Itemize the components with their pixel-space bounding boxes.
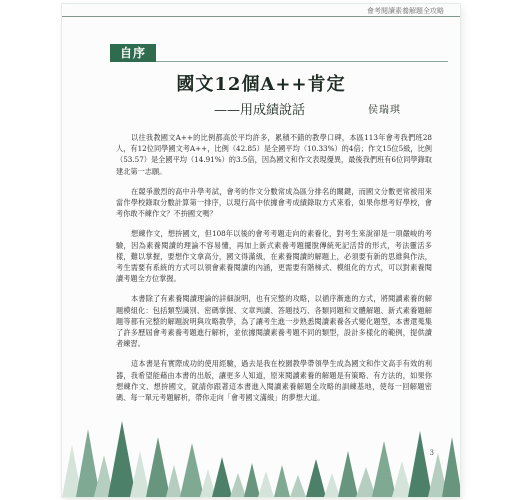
- section-tab-preface: 自序: [110, 44, 156, 62]
- book-page: [62, 4, 460, 497]
- paragraph: 想練作文，想拚國文，但108年以後的會考考題走向的素養化，對考生來說卻是一項嚴峻的考驗，因為素養閱讀的理論不容易懂，再加上新式素養考題擺脫傳統死記活背的形式，考法靈活多樣，難以掌握，要想作文拿高分，國文得滿級，在素養閱讀的解題上，必須要有新的思維與作法，考生需要有系統的方式可以領會素養閱讀的內涵，更需要有階梯式、模組化的方式，可以對素養閱讀考題全方位掌握。: [116, 229, 432, 284]
- paragraph: 這本書是有實際成功的使用經驗，過去是我在校園教學帶領學生成為國文和作文高手有效的利器，我希望能藉由本書的出版，讓更多人知道，原來閱讀素養的解題是有策略、有方法的，如果你想練作文、想拚國文，就請你跟著這本書進入閱讀素養解題全攻略的訓練基地，使每一回解題密碼、每一單元考題解析，帶你走向「會考國文滿級」的夢想大道。: [116, 359, 432, 403]
- body-text: [116, 132, 432, 412]
- running-header: 會考閱讀素養解題全攻略: [363, 6, 444, 16]
- paragraph: 本書除了有素養閱讀理論的詳細說明，也有完整的攻略，以循序漸進的方式，將閱讀素養的解題模組化：包括類型識別、密碼掌握、文章判讀、答題技巧、各類同題和文體解題、新式素養題解題等都有完整的解題說明與攻略教學，為了讓考生進一步熟悉閱讀素養各式變化題型，本書還蒐集了許多歷屆會考素養考題進行解析，並依據閱讀素養考題不同的類型，設計多樣化的範例，提供讀者練習。: [116, 294, 432, 349]
- page-subtitle: ——用成績說話: [214, 103, 306, 118]
- header-rule: [62, 16, 460, 17]
- page-title: 國文12個A++肯定: [176, 74, 346, 95]
- author-name: 侯瑞琪: [368, 105, 401, 116]
- colored-pencils-illustration: [62, 407, 460, 497]
- paragraph: 在競爭激烈的高中升學考試，會考的作文分數常成為區分排名的關鍵，而國文分數更常被用來當作學校錄取分數計算第一排序，以現行高中依據會考成績錄取方式來看，如果你想考好學校，會考你敢不練作文？不拚國文嗎？: [116, 186, 432, 219]
- paragraph: 以往我教國文A++的比例都高於平均許多，累積不錯的教學口碑，本區113年會考我們班28人，有12位同學國文考A++，比例（42.85）是全國平均（10.33%）的4倍；作文15位5級，比例（53.57）是全國平均（14.91%）的3.5倍，因為國文和作文表現優異，最後我們班有6位同學錄取建北第一志願。: [116, 133, 432, 176]
- page-number: 3: [429, 449, 434, 457]
- section-rule: [156, 61, 448, 62]
